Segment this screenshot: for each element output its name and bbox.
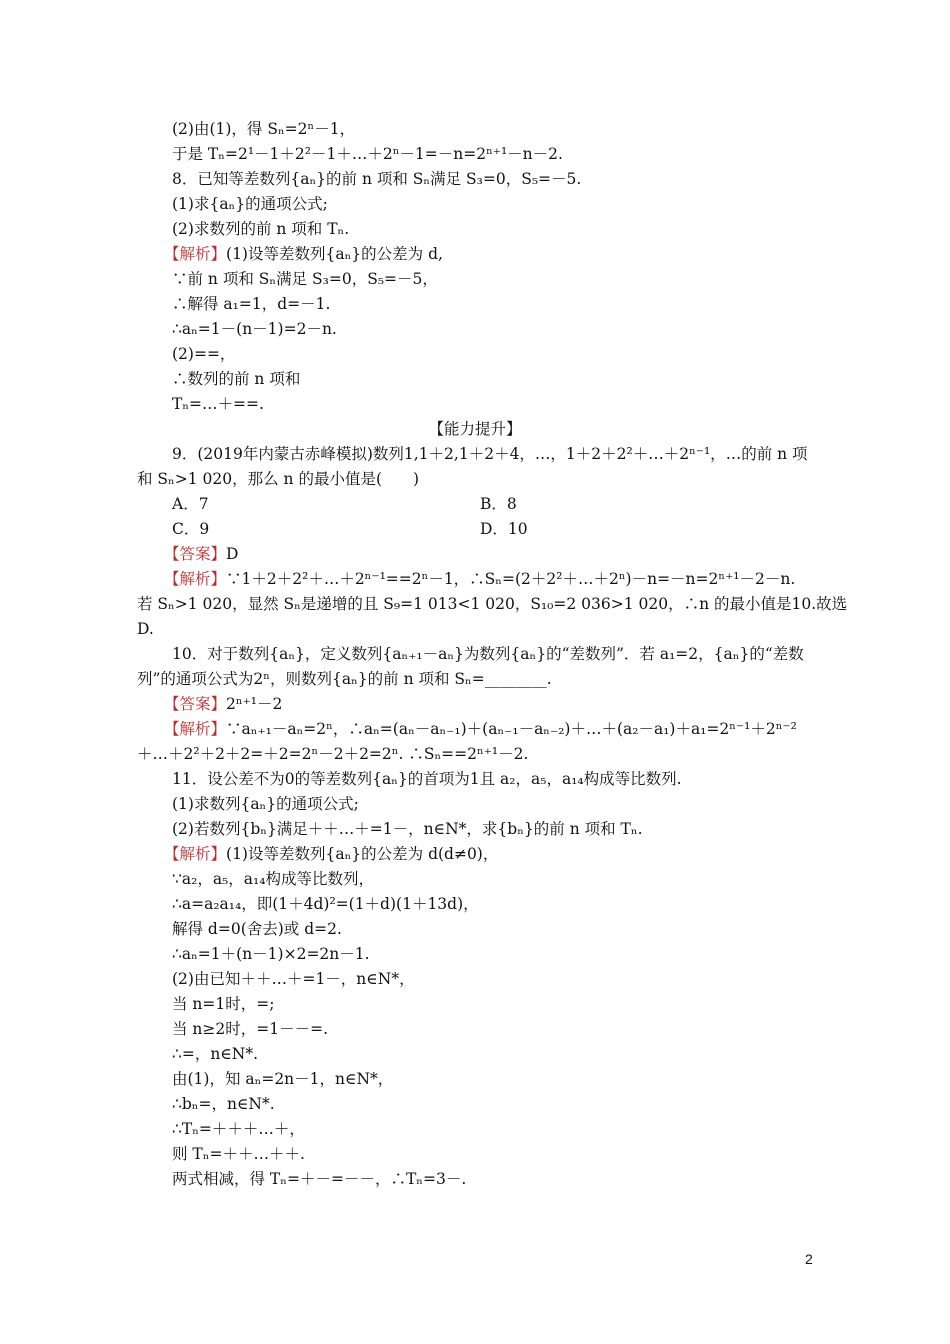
- text-line: (1)求{aₙ}的通项公式;: [172, 195, 328, 213]
- text-line: (2)==，: [172, 345, 236, 363]
- text-line: 则 Tₙ=＋＋…＋＋.: [172, 1145, 305, 1163]
- option-c: C．9: [172, 520, 210, 538]
- text-line: 于是 Tₙ=2¹－1＋2²－1＋…＋2ⁿ－1=－n=2ⁿ⁺¹－n－2.: [172, 145, 563, 163]
- text-line: (2)由已知＋＋…＋=1－，n∈N*，: [172, 970, 415, 988]
- text-line: 两式相减，得 Tₙ=＋－=－－，∴Tₙ=3－.: [172, 1170, 467, 1188]
- text-line: ∴aₙ=1＋(n－1)×2=2n－1.: [172, 945, 370, 963]
- text-line: 【解析】(1)设等差数列{aₙ}的公差为 d,: [164, 245, 443, 263]
- answer-tag: 【答案】: [164, 545, 227, 563]
- analysis-tag: 【解析】: [164, 245, 227, 263]
- text-line: D.: [137, 620, 154, 638]
- text-line: 9．(2019年内蒙古赤峰模拟)数列1,1＋2,1＋2＋4，…，1＋2＋2²＋…＋2ⁿ⁻¹，…的前 n 项: [172, 445, 808, 463]
- text-line: ∵a₂，a₅，a₁₄构成等比数列，: [172, 870, 374, 888]
- text-line: ∵前 n 项和 Sₙ满足 S₃=0，S₅=－5，: [172, 270, 438, 288]
- text-line: ∴bₙ=，n∈N*.: [172, 1095, 275, 1113]
- answer-tag: 【答案】: [164, 695, 227, 713]
- text-line: 【答案】D: [164, 545, 239, 563]
- text-line: 8．已知等差数列{aₙ}的前 n 项和 Sₙ满足 S₃=0，S₅=－5.: [172, 170, 582, 188]
- text-line: 11．设公差不为0的等差数列{aₙ}的首项为1且 a₂，a₅，a₁₄构成等比数列.: [172, 770, 682, 788]
- text-line: ＋…＋2²＋2＋2=＋2=2ⁿ－2＋2=2ⁿ. ∴Sₙ==2ⁿ⁺¹－2.: [137, 745, 529, 763]
- text-line: ∴=，n∈N*.: [172, 1045, 259, 1063]
- text-line: ∴数列的前 n 项和: [172, 370, 301, 388]
- section-heading: 【能力提升】: [428, 420, 522, 438]
- text-line: 【解析】∵aₙ₊₁－aₙ=2ⁿ，∴aₙ=(aₙ－aₙ₋₁)＋(aₙ₋₁－aₙ₋₂)＋…＋(a₂－a₁)＋a₁=2ⁿ⁻¹＋2ⁿ⁻²: [164, 720, 797, 738]
- analysis-tag: 【解析】: [164, 570, 227, 588]
- text-line: Tₙ=…＋==.: [172, 395, 264, 413]
- text-line: 解得 d=0(舍去)或 d=2.: [172, 920, 342, 938]
- text-line: 由(1)，知 aₙ=2n－1，n∈N*，: [172, 1070, 394, 1088]
- text-line: 当 n=1时，=;: [172, 995, 275, 1013]
- text-line: (2)由(1)，得 Sₙ=2ⁿ－1，: [172, 120, 356, 138]
- option-b: B．8: [480, 495, 517, 513]
- text-line: (2)若数列{bₙ}满足＋＋…＋=1－，n∈N*，求{bₙ}的前 n 项和 Tₙ.: [172, 820, 643, 838]
- text-line: 10．对于数列{aₙ}，定义数列{aₙ₊₁－aₙ}为数列{aₙ}的“差数列”．若 a₁=2，{aₙ}的“差数: [172, 645, 804, 663]
- text-line: (1)求数列{aₙ}的通项公式;: [172, 795, 359, 813]
- text-line: ∴a=a₂a₁₄，即(1＋4d)²=(1＋d)(1＋13d)，: [172, 895, 479, 913]
- analysis-tag: 【解析】: [164, 845, 227, 863]
- text-line: 当 n≥2时，=1－－=.: [172, 1020, 329, 1038]
- text-line: ∴aₙ=1－(n－1)=2－n.: [172, 320, 337, 338]
- text-line: ∴Tₙ=＋＋＋…＋，: [172, 1120, 305, 1138]
- text-line: (2)求数列的前 n 项和 Tₙ.: [172, 220, 350, 238]
- text-line: 列”的通项公式为2ⁿ，则数列{aₙ}的前 n 项和 Sₙ=________.: [137, 670, 552, 688]
- option-a: A．7: [172, 495, 209, 513]
- text-line: 【答案】2ⁿ⁺¹－2: [164, 695, 283, 713]
- text-line: 【解析】(1)设等差数列{aₙ}的公差为 d(d≠0)，: [164, 845, 499, 863]
- text-line: ∴解得 a₁=1，d=－1.: [172, 295, 331, 313]
- text-line: 若 Sₙ>1 020，显然 Sₙ是递增的且 S₉=1 013<1 020，S₁₀=2 036>1 020，∴n 的最小值是10.故选: [137, 595, 848, 613]
- analysis-tag: 【解析】: [164, 720, 227, 738]
- option-d: D．10: [480, 520, 528, 538]
- text-line: 和 Sₙ>1 020，那么 n 的最小值是( ): [137, 470, 420, 488]
- text-line: 【解析】∵1＋2＋2²＋…＋2ⁿ⁻¹==2ⁿ－1，∴Sₙ=(2＋2²＋…＋2ⁿ)－n=－n=2ⁿ⁺¹－2－n.: [164, 570, 796, 588]
- page-number: 2: [805, 1251, 813, 1267]
